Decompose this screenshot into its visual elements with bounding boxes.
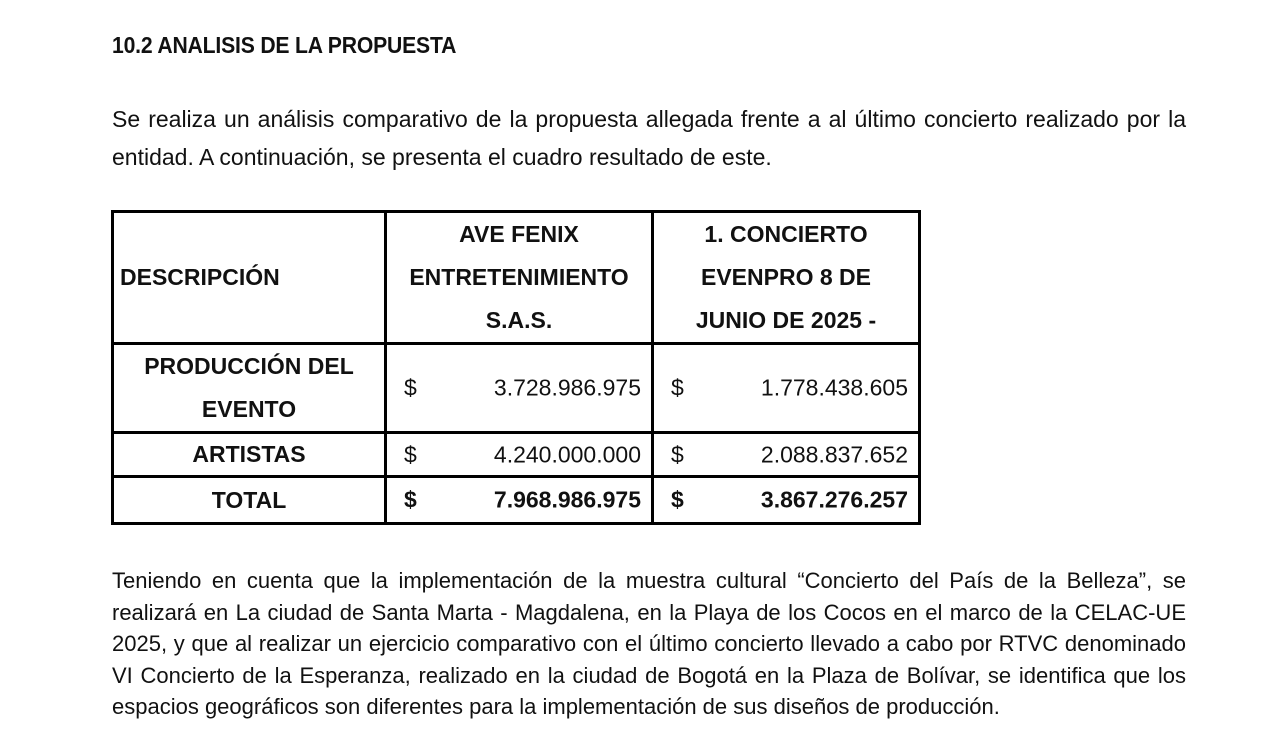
cell-value-ave-fenix bbox=[386, 433, 653, 477]
amount: 2.088.837.652 bbox=[760, 441, 908, 467]
table-header-row bbox=[113, 212, 920, 344]
amount: 1.778.438.605 bbox=[760, 374, 908, 401]
row-label-total: TOTAL bbox=[113, 477, 386, 524]
cell-total-ave-fenix bbox=[386, 477, 653, 524]
table-row bbox=[113, 433, 920, 477]
currency-symbol: $ bbox=[671, 486, 684, 513]
section-heading: 10.2 ANALISIS DE LA PROPUESTA bbox=[112, 32, 457, 58]
amount: 3.728.986.975 bbox=[493, 374, 641, 401]
amount: 7.968.986.975 bbox=[493, 486, 641, 513]
amount: 3.867.276.257 bbox=[760, 486, 908, 513]
cell-value-evenpro bbox=[653, 344, 920, 433]
intro-paragraph: Se realiza un análisis comparativo de la propuesta allegada frente a al último concierto realizado por la entidad. A continuación, se presenta el cuadro resultado de este. bbox=[112, 106, 1186, 170]
comparison-table bbox=[111, 210, 921, 525]
currency-symbol: $ bbox=[404, 374, 417, 401]
currency-symbol: $ bbox=[671, 374, 684, 401]
cell-value-evenpro bbox=[653, 433, 920, 477]
conclusion-paragraph: Teniendo en cuenta que la implementación de la muestra cultural “Concierto del País de la Belleza”, se realizará en La ciudad de Santa Marta - Magdalena, en la Playa de los Cocos en el marco de la CELAC-UE 2025, y que al realizar un ejercicio comparativo con el último concierto llevado a cabo por RTVC denominado VI Concierto de la Esperanza, realizado en la ciudad de Bogotá en la Plaza de Bolívar, se identifica que los espacios geográficos son diferentes para la implementación de sus diseños de producción. bbox=[112, 568, 1186, 719]
currency-symbol: $ bbox=[671, 441, 684, 467]
cell-value-ave-fenix bbox=[386, 344, 653, 433]
currency-symbol: $ bbox=[404, 486, 417, 513]
cell-total-evenpro bbox=[653, 477, 920, 524]
table-row-total bbox=[113, 477, 920, 524]
header-ave-fenix: AVE FENIX ENTRETENIMIENTO S.A.S. bbox=[386, 212, 653, 344]
amount: 4.240.000.000 bbox=[493, 441, 641, 467]
currency-symbol: $ bbox=[404, 441, 417, 467]
row-label-produccion: PRODUCCIÓN DEL EVENTO bbox=[113, 344, 386, 433]
row-label-artistas: ARTISTAS bbox=[113, 433, 386, 477]
table-row bbox=[113, 344, 920, 433]
header-concierto-evenpro: 1. CONCIERTO EVENPRO 8 DE JUNIO DE 2025 - bbox=[653, 212, 920, 344]
header-description: DESCRIPCIÓN bbox=[113, 212, 386, 344]
